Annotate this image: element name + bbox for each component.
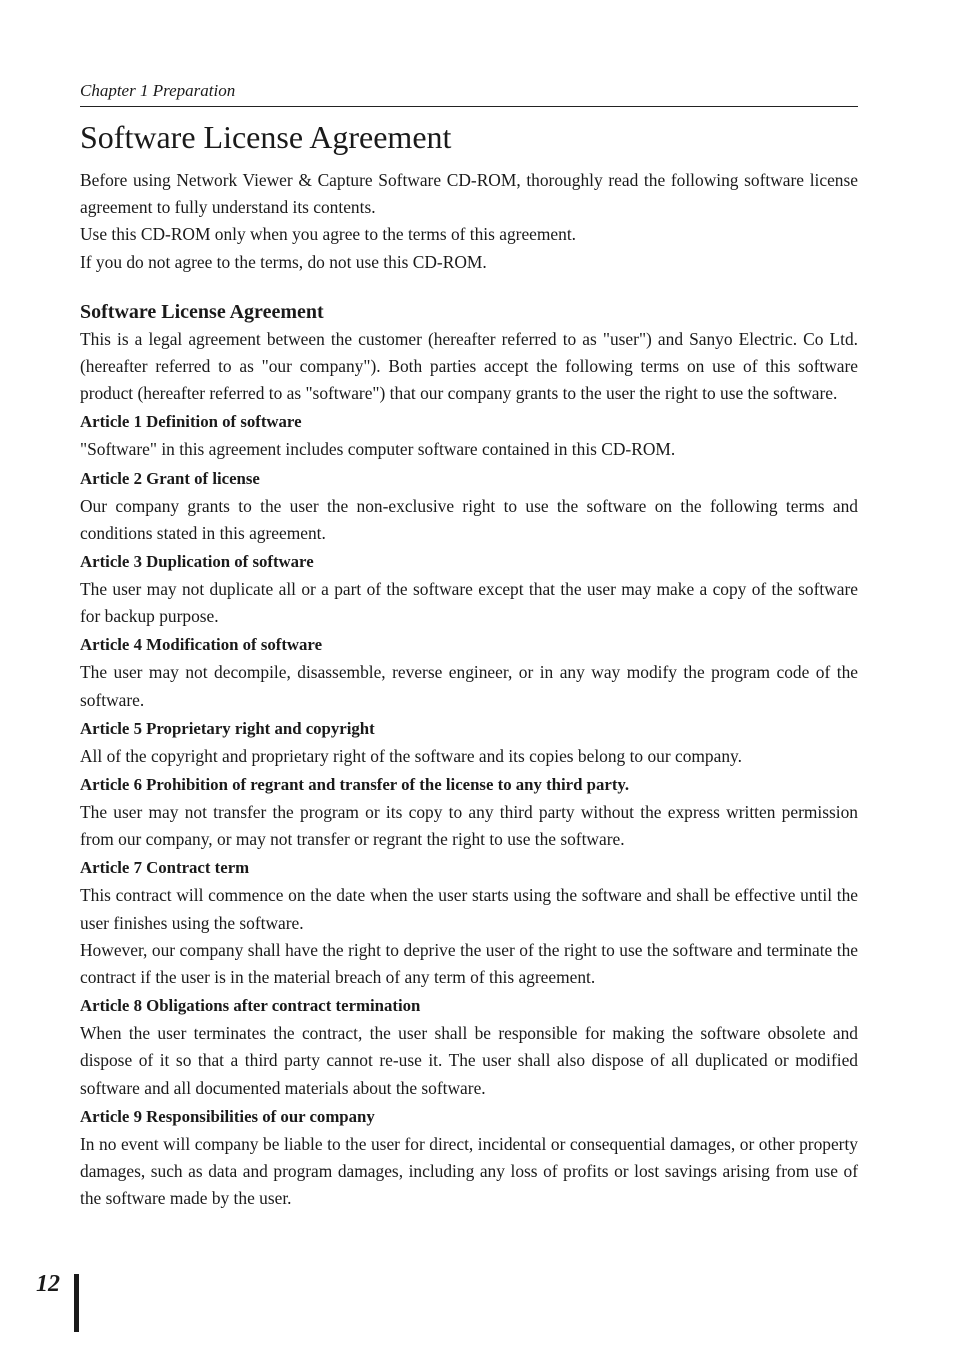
article-heading: Article 9 Responsibilities of our company [80, 1106, 375, 1126]
article-heading: Article 7 Contract term [80, 858, 250, 878]
article-body [80, 493, 858, 547]
article-paragraph: When the user terminates the contract, the user shall be responsible for making the software obsolete and dispose of it so that a third party cannot re-use it. The user shall also dispose of all duplicated or modified software and all documented materials about the software. [80, 1023, 858, 1098]
article-paragraph: In no event will company be liable to the user for direct, incidental or consequential damages, or other property damages, such as data and program damages, including any loss of profits or lost savings arising from use of the software made by the user. [80, 1133, 858, 1209]
article-body [80, 1020, 858, 1102]
article-3 [80, 550, 858, 630]
article-body [80, 1131, 858, 1213]
article-paragraph: The user may not decompile, disassemble, reverse engineer, or in any way modify the program code of the software. [80, 662, 858, 710]
article-5 [80, 717, 858, 770]
article-body [80, 882, 858, 991]
article-body [80, 659, 858, 713]
article-8 [80, 994, 858, 1102]
page-title: Software License Agreement [80, 119, 452, 155]
section-body: This is a legal agreement between the customer (hereafter referred to as "user") and Sanyo Electric. Co Ltd. (hereafter referred to as "our company"). Both parties accept the following terms on use of this software product (hereafter referred to as "software") that our company grants to the user the right to use the software. [80, 328, 858, 404]
article-4 [80, 633, 858, 713]
page-number-bar [74, 1274, 79, 1332]
article-paragraph: All of the copyright and proprietary right of the software and its copies belong to our company. [80, 745, 742, 766]
intro-paragraph: Before using Network Viewer & Capture Software CD-ROM, thoroughly read the following software license agreement to fully understand its contents. [80, 170, 858, 218]
article-heading: Article 1 Definition of software [80, 412, 302, 432]
article-heading: Article 8 Obligations after contract termination [80, 996, 421, 1016]
article-6 [80, 773, 858, 853]
article-body [80, 743, 858, 770]
article-paragraph: Our company grants to the user the non-exclusive right to use the software on the following terms and conditions stated in this agreement. [80, 495, 858, 543]
article-body [80, 576, 858, 630]
section-heading: Software License Agreement [80, 300, 324, 323]
article-paragraph: This contract will commence on the date when the user starts using the software and shall be effective until the user finishes using the software. [80, 885, 858, 933]
article-paragraph: The user may not transfer the program or its copy to any third party without the express written permission from our company, or may not transfer or regrant the right to use the software. [80, 802, 858, 850]
article-paragraph: "Software" in this agreement includes computer software contained in this CD-ROM. [80, 439, 676, 460]
article-body [80, 436, 858, 463]
chapter-header: Chapter 1 Preparation [80, 78, 858, 107]
article-1 [80, 410, 858, 463]
article-2 [80, 467, 858, 547]
page-number: 12 [36, 1271, 60, 1297]
intro-section [80, 167, 858, 276]
article-paragraph: However, our company shall have the right to deprive the user of the right to use the software and terminate the contract if the user is in the material breach of any term of this agreement. [80, 939, 858, 988]
document-page [80, 78, 858, 1212]
intro-paragraph: Use this CD-ROM only when you agree to the terms of this agreement. [80, 224, 577, 245]
article-9 [80, 1105, 858, 1213]
article-paragraph: The user may not duplicate all or a part of the software except that the user may make a copy of the software for backup purpose. [80, 579, 858, 627]
article-heading: Article 6 Prohibition of regrant and transfer of the license to any third party. [80, 775, 630, 795]
article-heading: Article 4 Modification of software [80, 635, 323, 655]
article-heading: Article 2 Grant of license [80, 468, 260, 488]
article-heading: Article 3 Duplication of software [80, 552, 314, 572]
articles-list [80, 410, 858, 1212]
intro-paragraph: If you do not agree to the terms, do not use this CD-ROM. [80, 251, 487, 272]
article-7 [80, 856, 858, 991]
article-body [80, 799, 858, 853]
article-heading: Article 5 Proprietary right and copyright [80, 718, 375, 738]
